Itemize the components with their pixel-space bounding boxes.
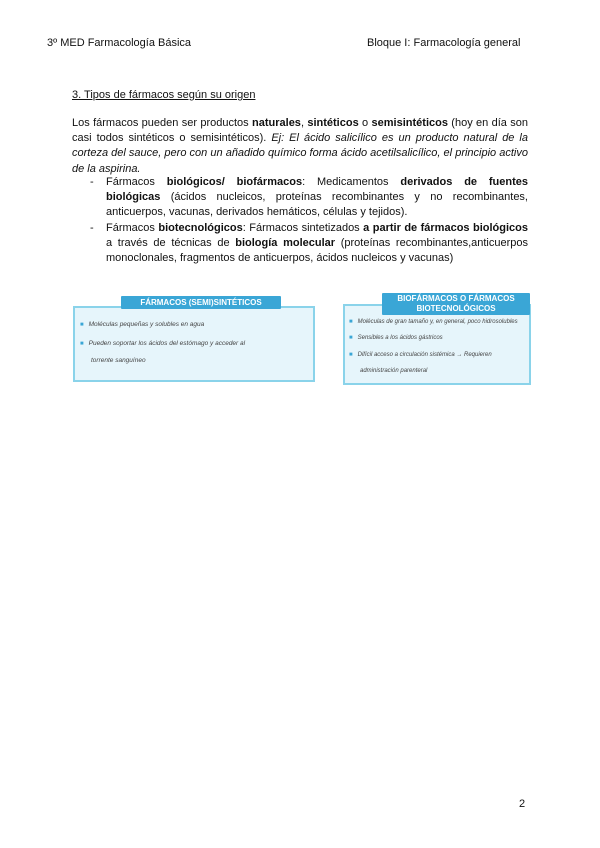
synthetic-drugs-box-title: FÁRMACOS (SEMI)SINTÉTICOS bbox=[121, 296, 281, 309]
biotech-bullet-2 bbox=[349, 334, 443, 342]
header-block: Bloque I: Farmacología general bbox=[367, 37, 521, 49]
item2-text-4: (proteínas recombinantes,anticuerpos monoclonales, fragmentos de anticuerpos, ácidos nucleicos y vacunas) bbox=[106, 236, 529, 265]
synthetic-bullet-2-continued: torrente sanguíneo bbox=[91, 357, 146, 364]
bullet-icon: ■ bbox=[349, 319, 353, 325]
item2-bold-1: biotecnológicos bbox=[158, 221, 243, 234]
biotech-bullet-3 bbox=[349, 351, 492, 359]
intro-text-2: , bbox=[300, 117, 308, 129]
biotech-title-line-1: BIOFÁRMACOS O FÁRMACOS bbox=[397, 294, 515, 303]
origin-list bbox=[72, 175, 528, 266]
biotech-bullet-1 bbox=[349, 318, 518, 326]
biotech-drugs-box-title bbox=[382, 293, 530, 315]
intro-text-3: o bbox=[358, 117, 372, 129]
bullet-icon: ■ bbox=[349, 352, 353, 358]
bullet-icon: ■ bbox=[80, 341, 84, 347]
intro-text-4: (hoy en día son casi todos sintéticos o semisintéticos). bbox=[72, 117, 529, 145]
biotech-bullet-1-text: Moléculas de gran tamaño y, en general, poco hidrosolubles bbox=[357, 319, 518, 325]
intro-text-1: Los fármacos pueden ser productos bbox=[72, 117, 253, 129]
list-dash: - bbox=[90, 176, 94, 188]
biotech-bullet-3-continued: administración parenteral bbox=[360, 368, 428, 374]
list-dash: - bbox=[90, 221, 94, 234]
item2-text-1: Fármacos bbox=[106, 221, 159, 234]
item1-text-1: Fármacos bbox=[106, 176, 167, 188]
intro-bold-semisinteticos: semisintéticos bbox=[371, 117, 448, 129]
page-number: 2 bbox=[519, 798, 526, 810]
item1-bold-2: derivados de fuentes biológicas bbox=[106, 176, 528, 204]
list-item-biologicos bbox=[72, 175, 528, 221]
intro-bold-naturales: naturales bbox=[252, 117, 301, 129]
item1-bold-1: biológicos/ biofármacos bbox=[166, 176, 303, 188]
biotech-bullet-2-text: Sensibles a los ácidos gástricos bbox=[357, 335, 443, 341]
item2-text-2: : Fármacos sintetizados bbox=[242, 221, 364, 234]
synthetic-bullet-1 bbox=[80, 321, 204, 329]
item2-bold-2: a partir de fármacos biológicos bbox=[363, 221, 528, 234]
bullet-icon: ■ bbox=[80, 322, 84, 328]
item1-text-3: (ácidos nucleicos, proteínas recombinantes y no recombinantes, anticuerpos, vacunas, derivados hemáticos, células y tejidos). bbox=[106, 191, 528, 219]
biotech-title-line-2: BIOTECNOLÓGICOS bbox=[416, 304, 496, 313]
item2-text-3: a través de técnicas de bbox=[106, 236, 236, 249]
header-course: 3º MED Farmacología Básica bbox=[47, 37, 192, 49]
list-item-biotecnologicos bbox=[72, 221, 528, 267]
intro-example: Ej: El ácido salicílico es un producto natural de la corteza del sauce, pero con un añadido químico forma ácido acetilsalicílico, el principio activo de la aspirina. bbox=[72, 132, 528, 175]
synthetic-bullet-2-text: Pueden soportar los ácidos del estómago y acceder al bbox=[88, 340, 246, 347]
synthetic-bullet-1-text: Moléculas pequeñas y solubles en agua bbox=[88, 321, 205, 328]
synthetic-bullet-2 bbox=[80, 340, 306, 348]
intro-paragraph bbox=[72, 116, 528, 177]
item2-bold-3: biología molecular bbox=[235, 236, 336, 249]
biotech-bullet-3-text: Difícil acceso a circulación sistémica → Requieren bbox=[357, 352, 492, 358]
section-title: 3. Tipos de fármacos según su origen bbox=[72, 89, 256, 101]
bullet-icon: ■ bbox=[349, 335, 353, 341]
intro-bold-sinteticos: sintéticos bbox=[307, 117, 359, 129]
item1-text-2: : Medicamentos bbox=[302, 176, 401, 188]
